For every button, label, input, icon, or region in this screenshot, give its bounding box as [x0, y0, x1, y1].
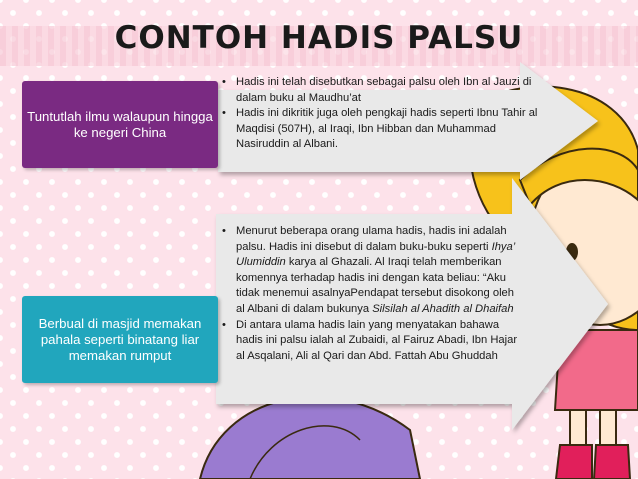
- row1-label-box: [22, 81, 218, 168]
- slide-title: CONTOH HADIS PALSU: [114, 20, 524, 56]
- bullet-icon: •: [222, 225, 226, 237]
- bullet-item: • Di antara ulama hadis lain yang menyatakan bahawa hadis ini palsu ialah al Zubaidi, al Fairuz Abadi, Ibn Hajar al Asqalani, Ali al Qari dan Abd. Fattah Abu Ghuddah: [222, 318, 518, 362]
- bullet-item: • Menurut beberapa orang ulama hadis, hadis ini adalah palsu. Hadis ini disebut di dalam buku-buku seperti Ihya’ Ulumiddin karya al Ghazali. Al Iraqi telah memberikan komennya terhadap hadis ini dengan kata beliau: “Aku tidak menemui asalnyaPendapat tersebut disokong oleh al Albani di dalam bukunya Silsilah al Ahadith al Dhaifah: [222, 225, 515, 315]
- row2-bullet-list: [222, 224, 522, 364]
- bullet-item: • Hadis ini dikritik juga oleh pengkaji hadis seperti Ibnu Tahir al Maqdisi (507H), al Iraqi, Ibn Hibban dan Muhammad Nasiruddin al Albani.: [222, 107, 538, 151]
- row1-bullet-list: [222, 75, 540, 153]
- bullet-icon: •: [222, 107, 226, 120]
- row2-label-box: [22, 296, 218, 383]
- bullet-item: • Hadis ini telah disebutkan sebagai palsu oleh Ibn al Jauzi di dalam buku al Maudhu’at: [222, 76, 532, 104]
- row1-label: Tuntutlah ilmu walaupun hingga ke negeri China: [27, 108, 213, 140]
- row2-label: Berbual di masjid memakan pahala seperti binatang liar memakan rumput: [38, 315, 202, 363]
- bullet-icon: •: [222, 76, 226, 88]
- bullet-icon: •: [222, 318, 226, 331]
